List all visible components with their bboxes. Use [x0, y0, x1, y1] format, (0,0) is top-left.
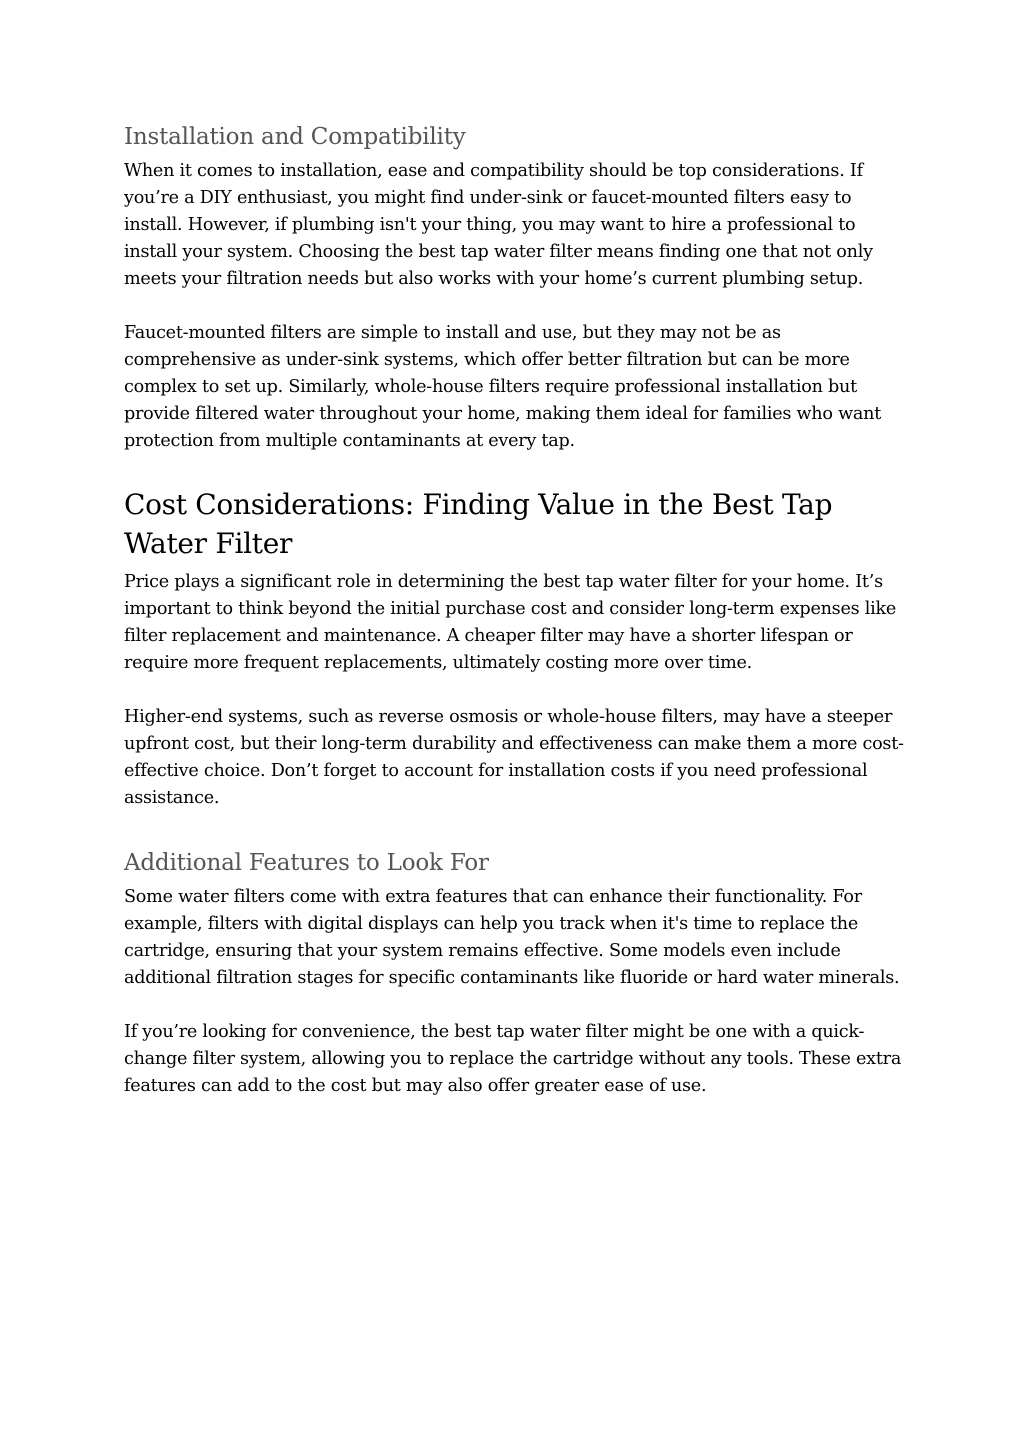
section-heading-cost: Cost Considerations: Finding Value in the Best Tap Water Filter [124, 488, 833, 560]
paragraph-installation-2: Faucet-mounted filters are simple to install and use, but they may not be as comprehensive as under-sink systems, which offer better filtration but can be more complex to set up. Similarly, whole-house filters require professional installation but provide filtered water throughout your home, making them ideal for families who want protection from multiple contaminants at every tap. [124, 323, 882, 451]
section-heading-installation: Installation and Compatibility [124, 124, 466, 150]
paragraph-cost-1: Price plays a significant role in determining the best tap water filter for your home. It’s important to think beyond the initial purchase cost and consider long-term expenses like filter replacement and maintenance. A cheaper filter may have a shorter lifespan or require more frequent replacements, ultimately costing more over time. [124, 572, 897, 673]
paragraph-features-2: If you’re looking for convenience, the best tap water filter might be one with a quick-change filter system, allowing you to replace the cartridge without any tools. These extra features can add to the cost but may also offer greater ease of use. [124, 1022, 902, 1096]
section-heading-features: Additional Features to Look For [124, 850, 489, 876]
document-page [124, 120, 904, 1100]
paragraph-cost-2: Higher-end systems, such as reverse osmosis or whole-house filters, may have a steeper upfront cost, but their long-term durability and effectiveness can make them a more cost-effective choice. Don’t forget to account for installation costs if you need professional assistance. [124, 707, 904, 808]
paragraph-installation-1: When it comes to installation, ease and compatibility should be top considerations. If you’re a DIY enthusiast, you might find under-sink or faucet-mounted filters easy to install. However, if plumbing isn't your thing, you may want to hire a professional to install your system. Choosing the best tap water filter means finding one that not only meets your filtration needs but also works with your home’s current plumbing setup. [124, 161, 873, 289]
paragraph-features-1: Some water filters come with extra features that can enhance their functionality. For example, filters with digital displays can help you track when it's time to replace the cartridge, ensuring that your system remains effective. Some models even include additional filtration stages for specific contaminants like fluoride or hard water minerals. [124, 887, 900, 988]
